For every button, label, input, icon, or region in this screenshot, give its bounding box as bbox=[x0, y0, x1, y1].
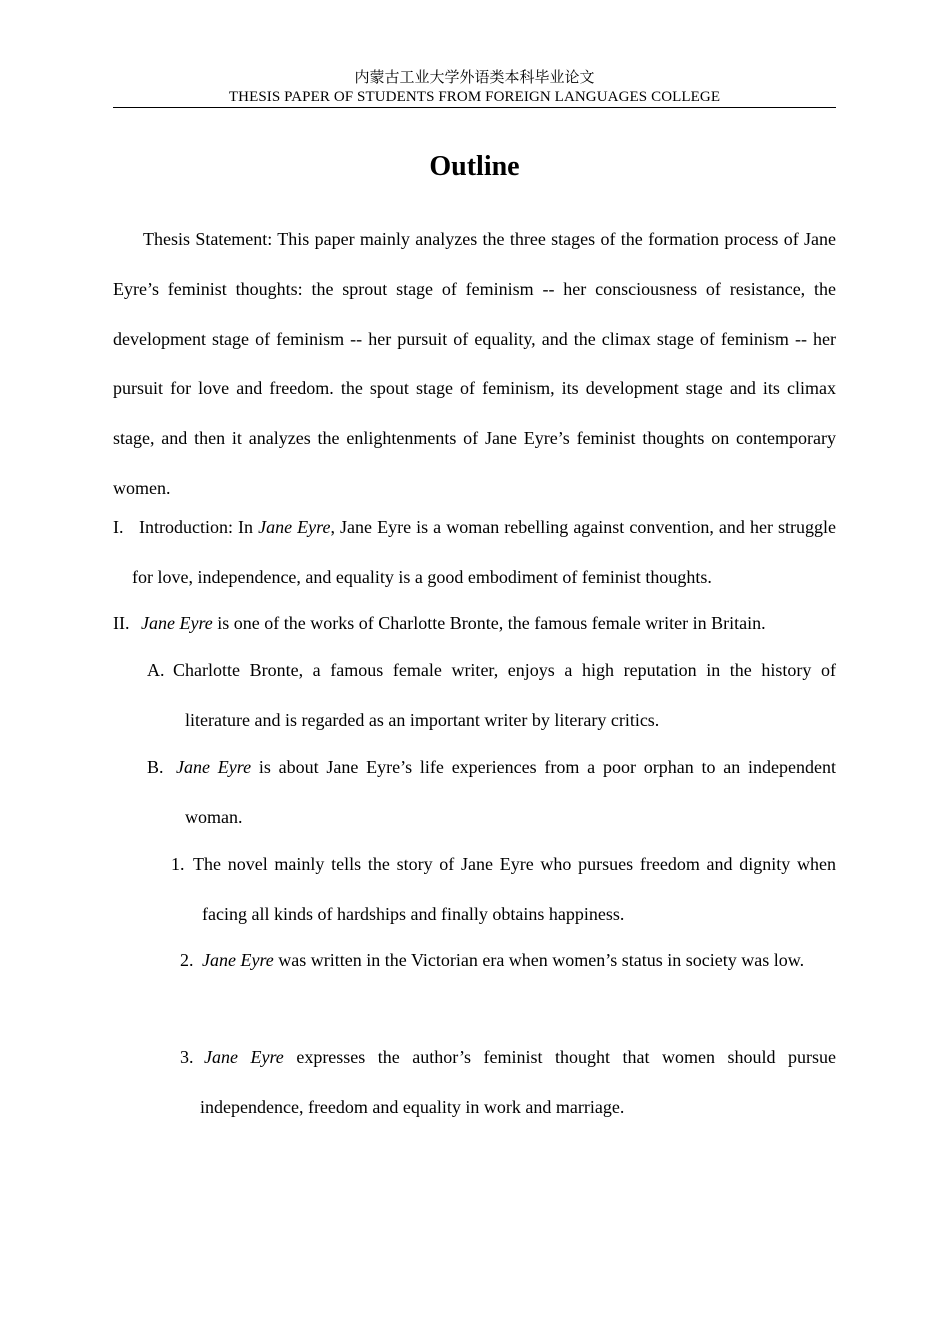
page-title: Outline bbox=[429, 151, 520, 182]
page-header bbox=[113, 68, 836, 106]
outline-item-2: 2. Jane Eyre was written in the Victorian era when women’s status in society was low. bbox=[180, 936, 836, 986]
outline-item-3: 3. Jane Eyre expresses the author’s feminist thought that women should pursue independence, freedom and equality in work and marriage. bbox=[180, 1033, 836, 1132]
outline-item-A: A. Charlotte Bronte, a famous female writer, enjoys a high reputation in the history of literature and is regarded as an important writer by literary critics. bbox=[147, 646, 836, 745]
outline-marker: 1. bbox=[171, 854, 185, 874]
outline-marker: 2. bbox=[180, 950, 194, 970]
header-chinese-title: 内蒙古工业大学外语类本科毕业论文 bbox=[354, 70, 595, 86]
outline-item-II: II. Jane Eyre is one of the works of Charlotte Bronte, the famous female writer in Britain. bbox=[113, 599, 836, 649]
outline-item-1: 1. The novel mainly tells the story of Jane Eyre who pursues freedom and dignity when facing all kinds of hardships and finally obtains happiness. bbox=[171, 840, 836, 939]
header-rule bbox=[113, 107, 836, 108]
book-title: Jane Eyre bbox=[204, 1047, 284, 1067]
book-title: Jane Eyre bbox=[141, 613, 213, 633]
outline-item-B: B. Jane Eyre is about Jane Eyre’s life experiences from a poor orphan to an independent woman. bbox=[147, 743, 836, 842]
book-title: Jane Eyre bbox=[176, 757, 252, 777]
outline-marker: A. bbox=[147, 660, 165, 680]
header-english-title: THESIS PAPER OF STUDENTS FROM FOREIGN LANGUAGES COLLEGE bbox=[228, 89, 721, 105]
outline-marker: II. bbox=[113, 613, 130, 633]
book-title: Jane Eyre bbox=[258, 517, 331, 537]
outline-item-I: I. Introduction: In Jane Eyre, Jane Eyre is a woman rebelling against convention, and her struggle for love, independence, and equality is a good embodiment of feminist thoughts. bbox=[113, 503, 836, 602]
thesis-statement: Thesis Statement: This paper mainly analyzes the three stages of the formation process of Jane Eyre’s feminist thoughts: the sprout stage of feminism -- her consciousness of resistance, the development stage of feminism -- her pursuit of equality, and the climax stage of feminism -- her pursuit for love and freedom. the spout stage of feminism, its development stage and its climax stage, and then it analyzes the enlightenments of Jane Eyre’s feminist thoughts on contemporary women. bbox=[113, 229, 836, 498]
outline-marker: B. bbox=[147, 757, 164, 777]
outline-marker: I. bbox=[113, 517, 124, 537]
book-title: Jane Eyre bbox=[202, 950, 274, 970]
outline-marker: 3. bbox=[180, 1047, 194, 1067]
